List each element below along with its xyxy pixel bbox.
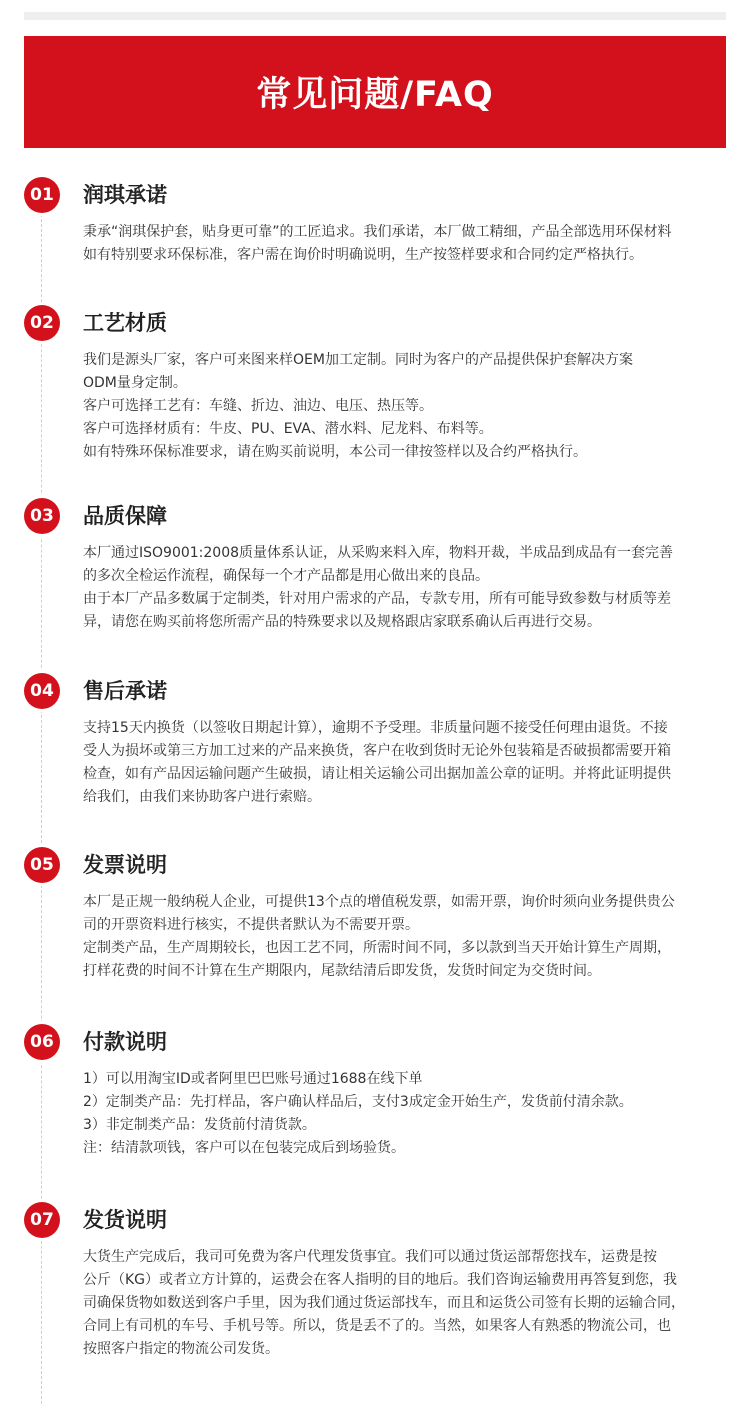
section-text-line: 本厂通过ISO9001:2008质量体系认证，从采购来料入库，物料开裁，半成品到成品有一套完善 [83,545,674,561]
section-title: 付款说明 [83,1030,167,1054]
section-text-line: 司确保货物如数送到客户手里，因为我们通过货运部找车，而且和运货公司签有长期的运输合同， [83,1295,685,1311]
section-text-line: 秉承“润琪保护套，贴身更可靠”的工匠追求。我们承诺，本厂做工精细，产品全部选用环保材料 [83,224,672,240]
section-number-badge: 02 [24,305,60,341]
section-title: 品质保障 [83,504,167,528]
section-body [83,717,733,809]
section-text-line: 合同上有司机的车号、手机号等。所以，货是丢不了的。当然，如果客人有熟悉的物流公司，也 [83,1318,671,1334]
section-text-line: 定制类产品，生产周期较长，也因工艺不同，所需时间不同，多以款到当天开始计算生产周期， [83,940,671,956]
section-text-line: 检查，如有产品因运输问题产生破损，请让相关运输公司出据加盖公章的证明。并将此证明提供 [83,766,671,782]
section-body [83,891,733,983]
section-number-badge: 06 [24,1024,60,1060]
section-number-badge: 01 [24,177,60,213]
section-number-badge: 05 [24,847,60,883]
section-text-line: 受人为损坏或第三方加工过来的产品来换货，客户在收到货时无论外包装箱是否破损都需要开箱 [83,743,671,759]
page-title: 常见问题/FAQ [256,75,494,115]
section-text-line: ODM量身定制。 [83,375,187,391]
section-title: 工艺材质 [83,311,167,335]
section-title: 发票说明 [83,853,167,877]
section-text-line: 本厂是正规一般纳税人企业，可提供13个点的增值税发票，如需开票，询价时须向业务提供贵公 [83,894,675,910]
section-text-line: 司的开票资料进行核实，不提供者默认为不需要开票。 [83,917,419,933]
section-text-line: 1）可以用淘宝ID或者阿里巴巴账号通过1688在线下单 [83,1071,423,1087]
section-text-line: 由于本厂产品多数属于定制类，针对用户需求的产品，专款专用，所有可能导致参数与材质等差 [83,591,671,607]
section-text-line: 给我们，由我们来协助客户进行索赔。 [83,789,321,805]
section-text-line: 注：结清款项钱，客户可以在包装完成后到场验货。 [83,1140,405,1156]
section-text-line: 支持15天内换货（以签收日期起计算），逾期不予受理。非质量问题不接受任何理由退货。不接 [83,720,668,736]
faq-banner [24,36,726,148]
section-body [83,1246,733,1361]
section-text-line: 我们是源头厂家，客户可来图来样OEM加工定制。同时为客户的产品提供保护套解决方案 [83,352,633,368]
section-body [83,221,733,267]
section-body [83,542,733,634]
section-text-line: 如有特别要求环保标准，客户需在询价时明确说明，生产按签样要求和合同约定严格执行。 [83,247,643,263]
section-title: 润琪承诺 [83,183,167,207]
section-title: 售后承诺 [83,679,167,703]
section-text-line: 按照客户指定的物流公司发货。 [83,1341,279,1357]
section-text-line: 的多次全检运作流程，确保每一个才产品都是用心做出来的良品。 [83,568,489,584]
section-text-line: 大货生产完成后，我司可免费为客户代理发货事宜。我们可以通过货运部帮您找车，运费是按 [83,1249,657,1265]
section-text-line: 3）非定制类产品：发货前付清货款。 [83,1117,316,1133]
section-text-line: 公斤（KG）或者立方计算的，运费会在客人指明的目的地后。我们咨询运输费用再答复到您，我 [83,1272,678,1288]
section-number-badge: 03 [24,498,60,534]
section-number-badge: 04 [24,673,60,709]
section-body [83,1068,733,1160]
section-body [83,349,733,464]
section-text-line: 如有特殊环保标准要求，请在购买前说明，本公司一律按签样以及合约严格执行。 [83,444,587,460]
section-text-line: 客户可选择工艺有：车缝、折边、油边、电压、热压等。 [83,398,433,414]
top-divider-strip [24,12,726,20]
section-text-line: 打样花费的时间不计算在生产期限内，尾款结清后即发货，发货时间定为交货时间。 [83,963,601,979]
section-title: 发货说明 [83,1208,167,1232]
section-number-badge: 07 [24,1202,60,1238]
section-text-line: 2）定制类产品：先打样品，客户确认样品后，支付3成定金开始生产，发货前付清余款。 [83,1094,633,1110]
section-text-line: 客户可选择材质有：牛皮、PU、EVA、潜水料、尼龙料、布料等。 [83,421,493,437]
section-text-line: 异，请您在购买前将您所需产品的特殊要求以及规格跟店家联系确认后再进行交易。 [83,614,601,630]
